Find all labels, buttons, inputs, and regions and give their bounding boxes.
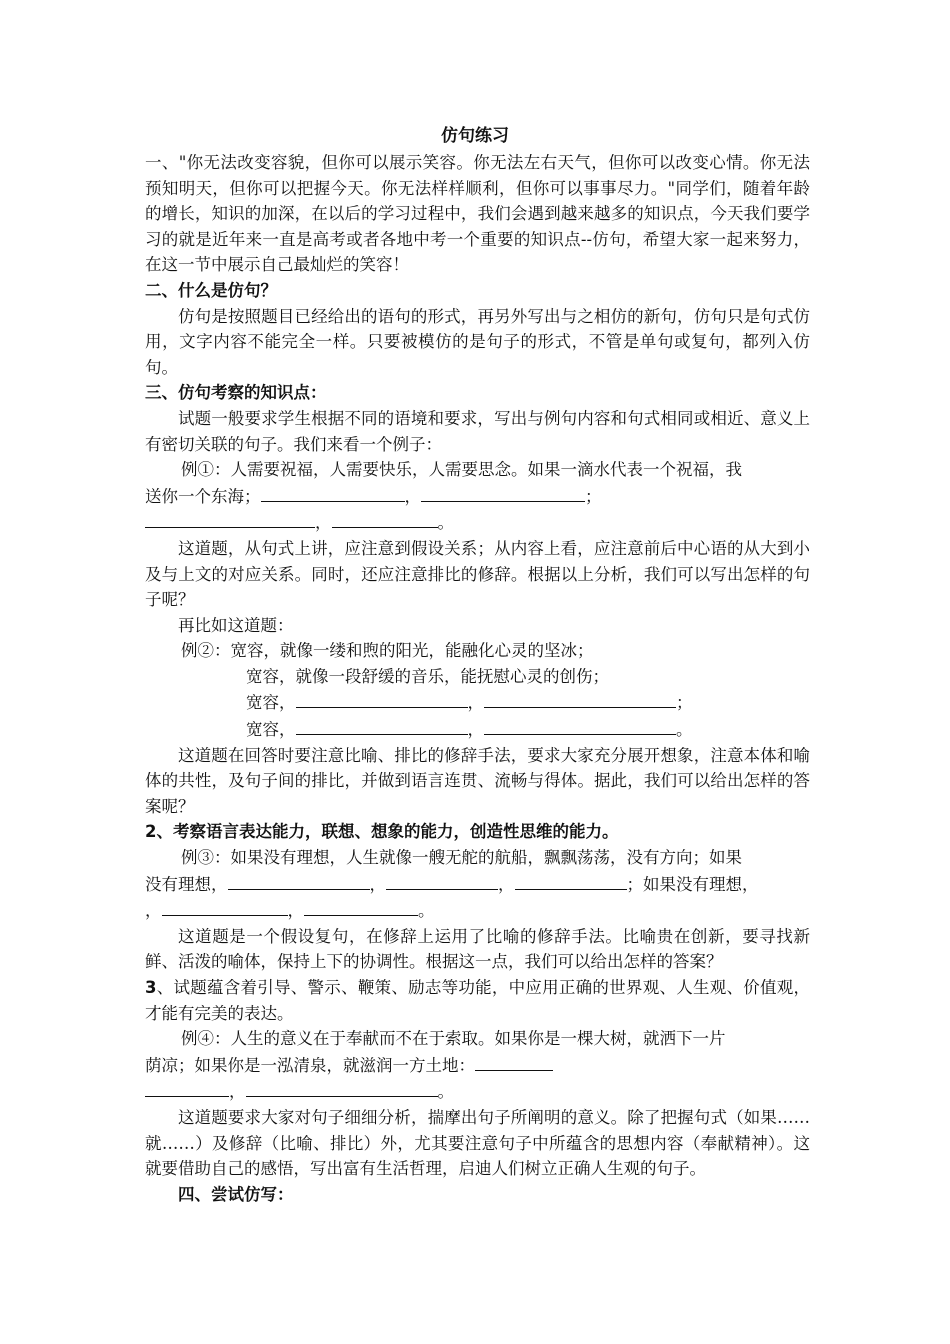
answer-blank[interactable] — [304, 897, 418, 916]
answer-blank[interactable] — [515, 871, 627, 890]
punct-period: 。 — [437, 1082, 454, 1102]
example-2-line-4 — [145, 716, 810, 743]
punct-semicolon: ； — [585, 486, 602, 506]
punct-comma: ， — [369, 874, 386, 894]
definition-paragraph: 仿句是按照题目已经给出的语句的形式，再另外写出与之相仿的新句，仿句只是句式仿用，文字内容不能完全一样。只要被模仿的是句子的形式，不管是单句或复句，都列入仿句。 — [145, 306, 810, 377]
example-4-line-2 — [145, 1052, 810, 1079]
example-3-text-2: 如果没有理想， — [643, 874, 759, 894]
example-4-line-3 — [145, 1078, 810, 1105]
answer-blank[interactable] — [162, 897, 288, 916]
section-heading-values — [145, 975, 810, 1026]
punct-comma: ， — [145, 901, 162, 921]
example-4-line-1: 例④：人生的意义在于奉献而不在于索取。如果你是一棵大树，就洒下一片 — [181, 1029, 726, 1049]
knowledge-intro-paragraph: 试题一般要求学生根据不同的语境和要求，写出与例句内容和句式相同或相近、意义上有密切关联的句子。我们来看一个例子： — [145, 408, 810, 454]
answer-blank[interactable] — [484, 689, 676, 708]
example-3-line-1: 例③：如果没有理想，人生就像一艘无舵的航船，飘飘荡荡，没有方向；如果 — [181, 848, 742, 868]
example-4-text: 荫凉；如果你是一泓清泉，就滋润一方土地： — [145, 1055, 475, 1075]
answer-blank[interactable] — [484, 716, 676, 735]
answer-blank[interactable] — [386, 871, 498, 890]
punct-period: 。 — [418, 901, 435, 921]
example-1-text: 送你一个东海； — [145, 486, 261, 506]
example-2-analysis: 这道题在回答时要注意比喻、排比的修辞手法，要求大家充分展开想象，注意本体和喻体的共性，及句子间的排比，并做到语言连贯、流畅与得体。据此，我们可以给出怎样的答案呢？ — [145, 745, 810, 816]
answer-blank[interactable] — [228, 871, 370, 890]
example-2-prefix: 宽容， — [246, 720, 296, 740]
punct-comma: ， — [315, 513, 332, 533]
intro-paragraph: 一、"你无法改变容貌，但你可以展示笑容。你无法左右天气，但你可以改变心情。你无法预知明天，但你可以把握今天。你无法样样顺利，但你可以事事尽力。"同学们，随着年龄的增长，知识的加深，在以后的学习过程中，我们会遇到越来越多的知识点，今天我们要学习的就是近年来一直是高考或者各地中考一个重要的知识点--仿句，希望大家一起来努力，在这一节中展示自己最灿烂的笑容！ — [145, 153, 810, 275]
section-heading-text: 、试题蕴含着引导、警示、鞭策、励志等功能，中应用正确的世界观、人生观、价值观，才能有完美的表达。 — [145, 978, 810, 1023]
section-heading-practice: 四、尝试仿写： — [178, 1184, 294, 1204]
example-3-line-3 — [145, 897, 810, 924]
example-1-line-1: 例①：人需要祝福，人需要快乐，人需要思念。如果一滴水代表一个祝福，我 — [181, 460, 742, 480]
answer-blank[interactable] — [296, 689, 468, 708]
punct-period: 。 — [676, 720, 693, 740]
example-2-prefix: 宽容， — [246, 693, 296, 713]
punct-comma: ， — [287, 901, 304, 921]
answer-blank[interactable] — [332, 509, 438, 528]
answer-blank[interactable] — [296, 716, 468, 735]
punct-comma: ， — [404, 486, 421, 506]
punct-semicolon: ； — [676, 693, 693, 713]
example-3-line-2 — [145, 871, 810, 898]
answer-blank[interactable] — [261, 483, 405, 502]
example-4-analysis: 这道题要求大家对句子细细分析，揣摩出句子所阐明的意义。除了把握句式（如果……就……）及修辞（比喻、排比）外，尤其要注意句子中所蕴含的思想内容（奉献精神）。这就要借助自己的感悟，写出富有生活哲理，启迪人们树立正确人生观的句子。 — [145, 1107, 810, 1179]
example-1-line-3 — [145, 509, 810, 536]
answer-blank[interactable] — [145, 1078, 229, 1097]
answer-blank[interactable] — [475, 1052, 553, 1071]
example-1-line-2 — [145, 483, 810, 510]
example-3-text: 没有理想， — [145, 874, 228, 894]
section-heading-what-is: 二、什么是仿句？ — [145, 280, 277, 300]
punct-comma: ， — [498, 874, 515, 894]
example-2-line-2: 宽容，就像一段舒缓的音乐，能抚慰心灵的创伤； — [246, 666, 609, 686]
answer-blank[interactable] — [246, 1078, 438, 1097]
page-title: 仿句练习 — [441, 126, 509, 146]
another-example-label: 再比如这道题： — [178, 615, 294, 635]
example-3-analysis: 这道题是一个假设复句，在修辞上运用了比喻的修辞手法。比喻贵在创新，要寻找新鲜、活泼的喻体，保持上下的协调性。根据这一点，我们可以给出怎样的答案？ — [145, 926, 810, 972]
example-2-line-3 — [145, 689, 810, 716]
example-1-analysis: 这道题，从句式上讲，应注意到假设关系；从内容上看，应注意前后中心语的从大到小及与上文的对应关系。同时，还应注意排比的修辞。根据以上分析，我们可以写出怎样的句子呢？ — [145, 538, 810, 610]
punct-comma: ， — [467, 693, 484, 713]
section-heading-knowledge-points: 三、仿句考察的知识点： — [145, 383, 327, 403]
section-heading-expression: 2、考察语言表达能力，联想、想象的能力，创造性思维的能力。 — [145, 822, 619, 842]
answer-blank[interactable] — [421, 483, 585, 502]
section-number: 3 — [145, 978, 157, 997]
answer-blank[interactable] — [145, 509, 315, 528]
example-2-line-1: 例②：宽容，就像一缕和煦的阳光，能融化心灵的坚冰； — [181, 641, 594, 661]
punct-period: 。 — [437, 513, 454, 533]
punct-semicolon: ； — [626, 874, 643, 894]
punct-comma: ， — [467, 720, 484, 740]
document-body — [145, 150, 810, 1207]
punct-comma: ， — [229, 1082, 246, 1102]
